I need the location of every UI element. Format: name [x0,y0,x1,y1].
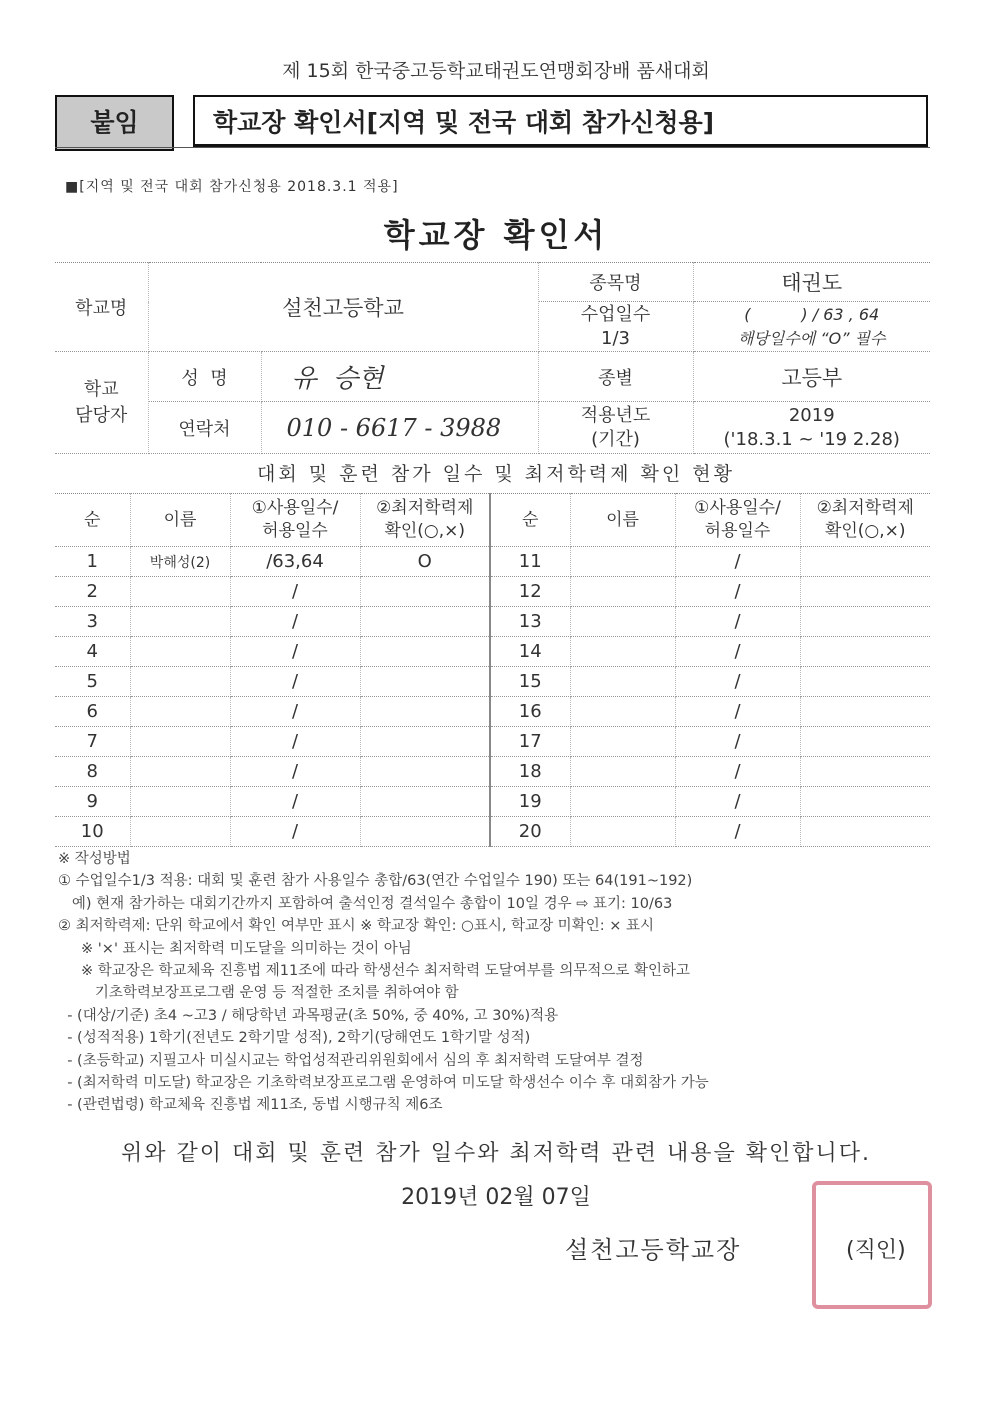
name-label: 성 명 [148,352,261,402]
row-days: / [675,667,800,697]
row-name [570,607,675,637]
manager-label-2: 담당자 [75,404,128,426]
year-label-1: 적용년도 [580,404,651,426]
col-name-right: 이름 [570,494,675,547]
instruction-line: ① 수업일수1/3 적용: 대회 및 훈련 참가 사용일수 총합/63(연간 수업일수 190) 또는 64(191~192) [58,873,693,890]
row-check [800,787,930,817]
row-name: 박해성(2) [130,547,230,577]
row-days: / [230,697,360,727]
row-days: / [675,577,800,607]
table-row [55,697,930,727]
row-check [360,637,490,667]
col-days-right-2: 허용일수 [704,521,771,541]
writing-instructions [58,848,938,1117]
row-days: / [675,547,800,577]
row-name [130,757,230,787]
row-number: 1 [55,547,130,577]
days-value: ( ) / 63 , 64 [744,304,880,324]
row-days: / [675,817,800,847]
instruction-line: ※ 학교장은 학교체육 진흥법 제11조에 따라 학생선수 최저학력 도달여부를 의무적으로 확인하고 [58,963,690,980]
row-name [570,637,675,667]
table-row [55,667,930,697]
row-name [130,607,230,637]
row-number: 17 [490,727,570,757]
col-no: 순 [55,494,130,547]
row-days: / [230,607,360,637]
row-name [130,787,230,817]
contact-handwritten: 010 - 6617 - 3988 [261,402,538,454]
row-check [800,637,930,667]
instruction-line: - (관련법령) 학교체육 진흥법 제11조, 동법 시행규칙 제6조 [58,1097,443,1114]
col-check-1: ②최저학력제 [376,498,474,518]
days-label-2: 1/3 [601,327,630,349]
row-number: 18 [490,757,570,787]
document-header-title: 학교장 확인서[지역 및 전국 대회 참가신청용] [193,95,928,147]
row-number: 10 [55,817,130,847]
row-check [800,547,930,577]
row-days: / [230,637,360,667]
event-title: 제 15회 한국중고등학교태권도연맹회장배 품새대회 [282,60,710,82]
year-value-1: 2019 [788,404,835,426]
row-days: / [675,787,800,817]
row-check [800,697,930,727]
main-title: 학교장 확인서 [383,216,609,254]
school-name: 설천고등학교 [148,263,538,352]
row-number: 11 [490,547,570,577]
row-check [800,817,930,847]
col-check-right-1: ②최저학력제 [816,498,914,518]
row-check [360,727,490,757]
row-days: / [230,577,360,607]
row-days: / [230,727,360,757]
row-check [360,787,490,817]
contact-label: 연락처 [148,402,261,454]
row-number: 15 [490,667,570,697]
row-check [800,667,930,697]
instruction-line: ② 최저학력제: 단위 학교에서 확인 여부만 표시 ※ 학교장 확인: ○표시, 학교장 미확인: × 표시 [58,918,654,935]
table-row [55,547,930,577]
row-check [360,817,490,847]
manager-name-handwritten: 유 승현 [261,352,538,402]
row-number: 2 [55,577,130,607]
days-note: 해당일수에 “O” 필수 [737,328,886,348]
row-days: / [675,607,800,637]
row-number: 8 [55,757,130,787]
row-days: / [675,697,800,727]
col-check-right-2: 확인(○,×) [824,521,906,541]
year-label-2: (기간) [591,428,640,450]
instruction-line: ※ '×' 표시는 최저학력 미도달을 의미하는 것이 아님 [58,940,412,957]
col-days-1: ①사용일수/ [251,498,339,518]
row-name [570,787,675,817]
signature-date: 2019년 02월 07일 [401,1185,591,1210]
participation-table [55,493,930,847]
year-value-2: ('18.3.1 ~ '19 2.28) [723,428,900,450]
row-days: / [675,637,800,667]
row-number: 7 [55,727,130,757]
row-number: 19 [490,787,570,817]
row-check [360,697,490,727]
table-row [55,577,930,607]
row-number: 5 [55,667,130,697]
row-check [360,667,490,697]
division-value: 고등부 [693,352,930,402]
row-check [360,757,490,787]
row-number: 20 [490,817,570,847]
row-check: O [360,547,490,577]
instruction-line: 기초학력보장프로그램 운영 등 적절한 조치를 취하여야 함 [58,985,459,1002]
col-days-right-1: ①사용일수/ [694,498,781,518]
header-divider [55,147,930,148]
table-row [55,607,930,637]
row-name [570,547,675,577]
col-days-2: 허용일수 [262,521,328,541]
instruction-line: - (대상/기준) 초4 ~고3 / 해당학년 과목평균(초 50%, 중 40%, 고 30%)적용 [58,1007,559,1024]
row-number: 4 [55,637,130,667]
row-days: / [230,667,360,697]
row-check [360,607,490,637]
confirmation-statement: 위와 같이 대회 및 훈련 참가 일수와 최저학력 관련 내용을 확인합니다. [121,1141,871,1166]
instruction-line: - (성적적용) 1학기(전년도 2학기말 성적), 2학기(당해연도 1학기말 성적) [58,1030,531,1047]
row-number: 12 [490,577,570,607]
row-name [130,727,230,757]
row-name [130,667,230,697]
principal-title: 설천고등학교장 [565,1236,742,1264]
row-check [800,577,930,607]
instruction-line: - (최저학력 미도달) 학교장은 기초학력보장프로그램 운영하여 미도달 학생선수 이수 후 대회참가 가능 [58,1075,709,1092]
table-row [55,787,930,817]
col-name: 이름 [130,494,230,547]
table-row [55,727,930,757]
row-number: 9 [55,787,130,817]
col-no-right: 순 [490,494,570,547]
row-name [570,667,675,697]
row-check [360,577,490,607]
division-label: 종별 [538,352,693,402]
section-title: 대회 및 훈련 참가 일수 및 최저학력제 확인 현황 [256,463,736,485]
row-days: / [230,757,360,787]
row-name [570,817,675,847]
row-number: 3 [55,607,130,637]
instruction-line: ※ 작성방법 [58,851,131,867]
event-value: 태권도 [693,263,930,302]
row-name [130,637,230,667]
table-row [55,637,930,667]
row-number: 14 [490,637,570,667]
days-label-1: 수업일수 [580,303,651,325]
row-check [800,727,930,757]
row-days: / [230,817,360,847]
school-info-table [55,262,930,454]
row-check [800,757,930,787]
row-name [130,817,230,847]
row-number: 16 [490,697,570,727]
table-row [55,817,930,847]
row-name [130,577,230,607]
attachment-badge: 붙임 [55,95,174,151]
table-row [55,757,930,787]
row-days: / [675,727,800,757]
usage-note: ■[지역 및 전국 대회 참가신청용 2018.3.1 적용] [65,179,399,195]
row-number: 13 [490,607,570,637]
row-number: 6 [55,697,130,727]
row-days: /63,64 [230,547,360,577]
instruction-line: - (초등학교) 지필고사 미실시교는 학업성적관리위원회에서 심의 후 최저학력 도달여부 결정 [58,1052,644,1069]
row-name [570,727,675,757]
manager-label-1: 학교 [83,378,119,400]
row-name [570,577,675,607]
row-days: / [230,787,360,817]
instruction-line: 예) 현재 참가하는 대회기간까지 포함하여 출석인정 결석일수 총합이 10일 경우 ⇨ 표기: 10/63 [58,895,673,912]
row-name [570,697,675,727]
col-check-2: 확인(○,×) [384,521,466,541]
school-label: 학교명 [55,263,148,352]
seal-label: (직인) [846,1238,906,1263]
row-name [570,757,675,787]
row-check [800,607,930,637]
row-days: / [675,757,800,787]
row-name [130,697,230,727]
event-label: 종목명 [538,263,693,302]
